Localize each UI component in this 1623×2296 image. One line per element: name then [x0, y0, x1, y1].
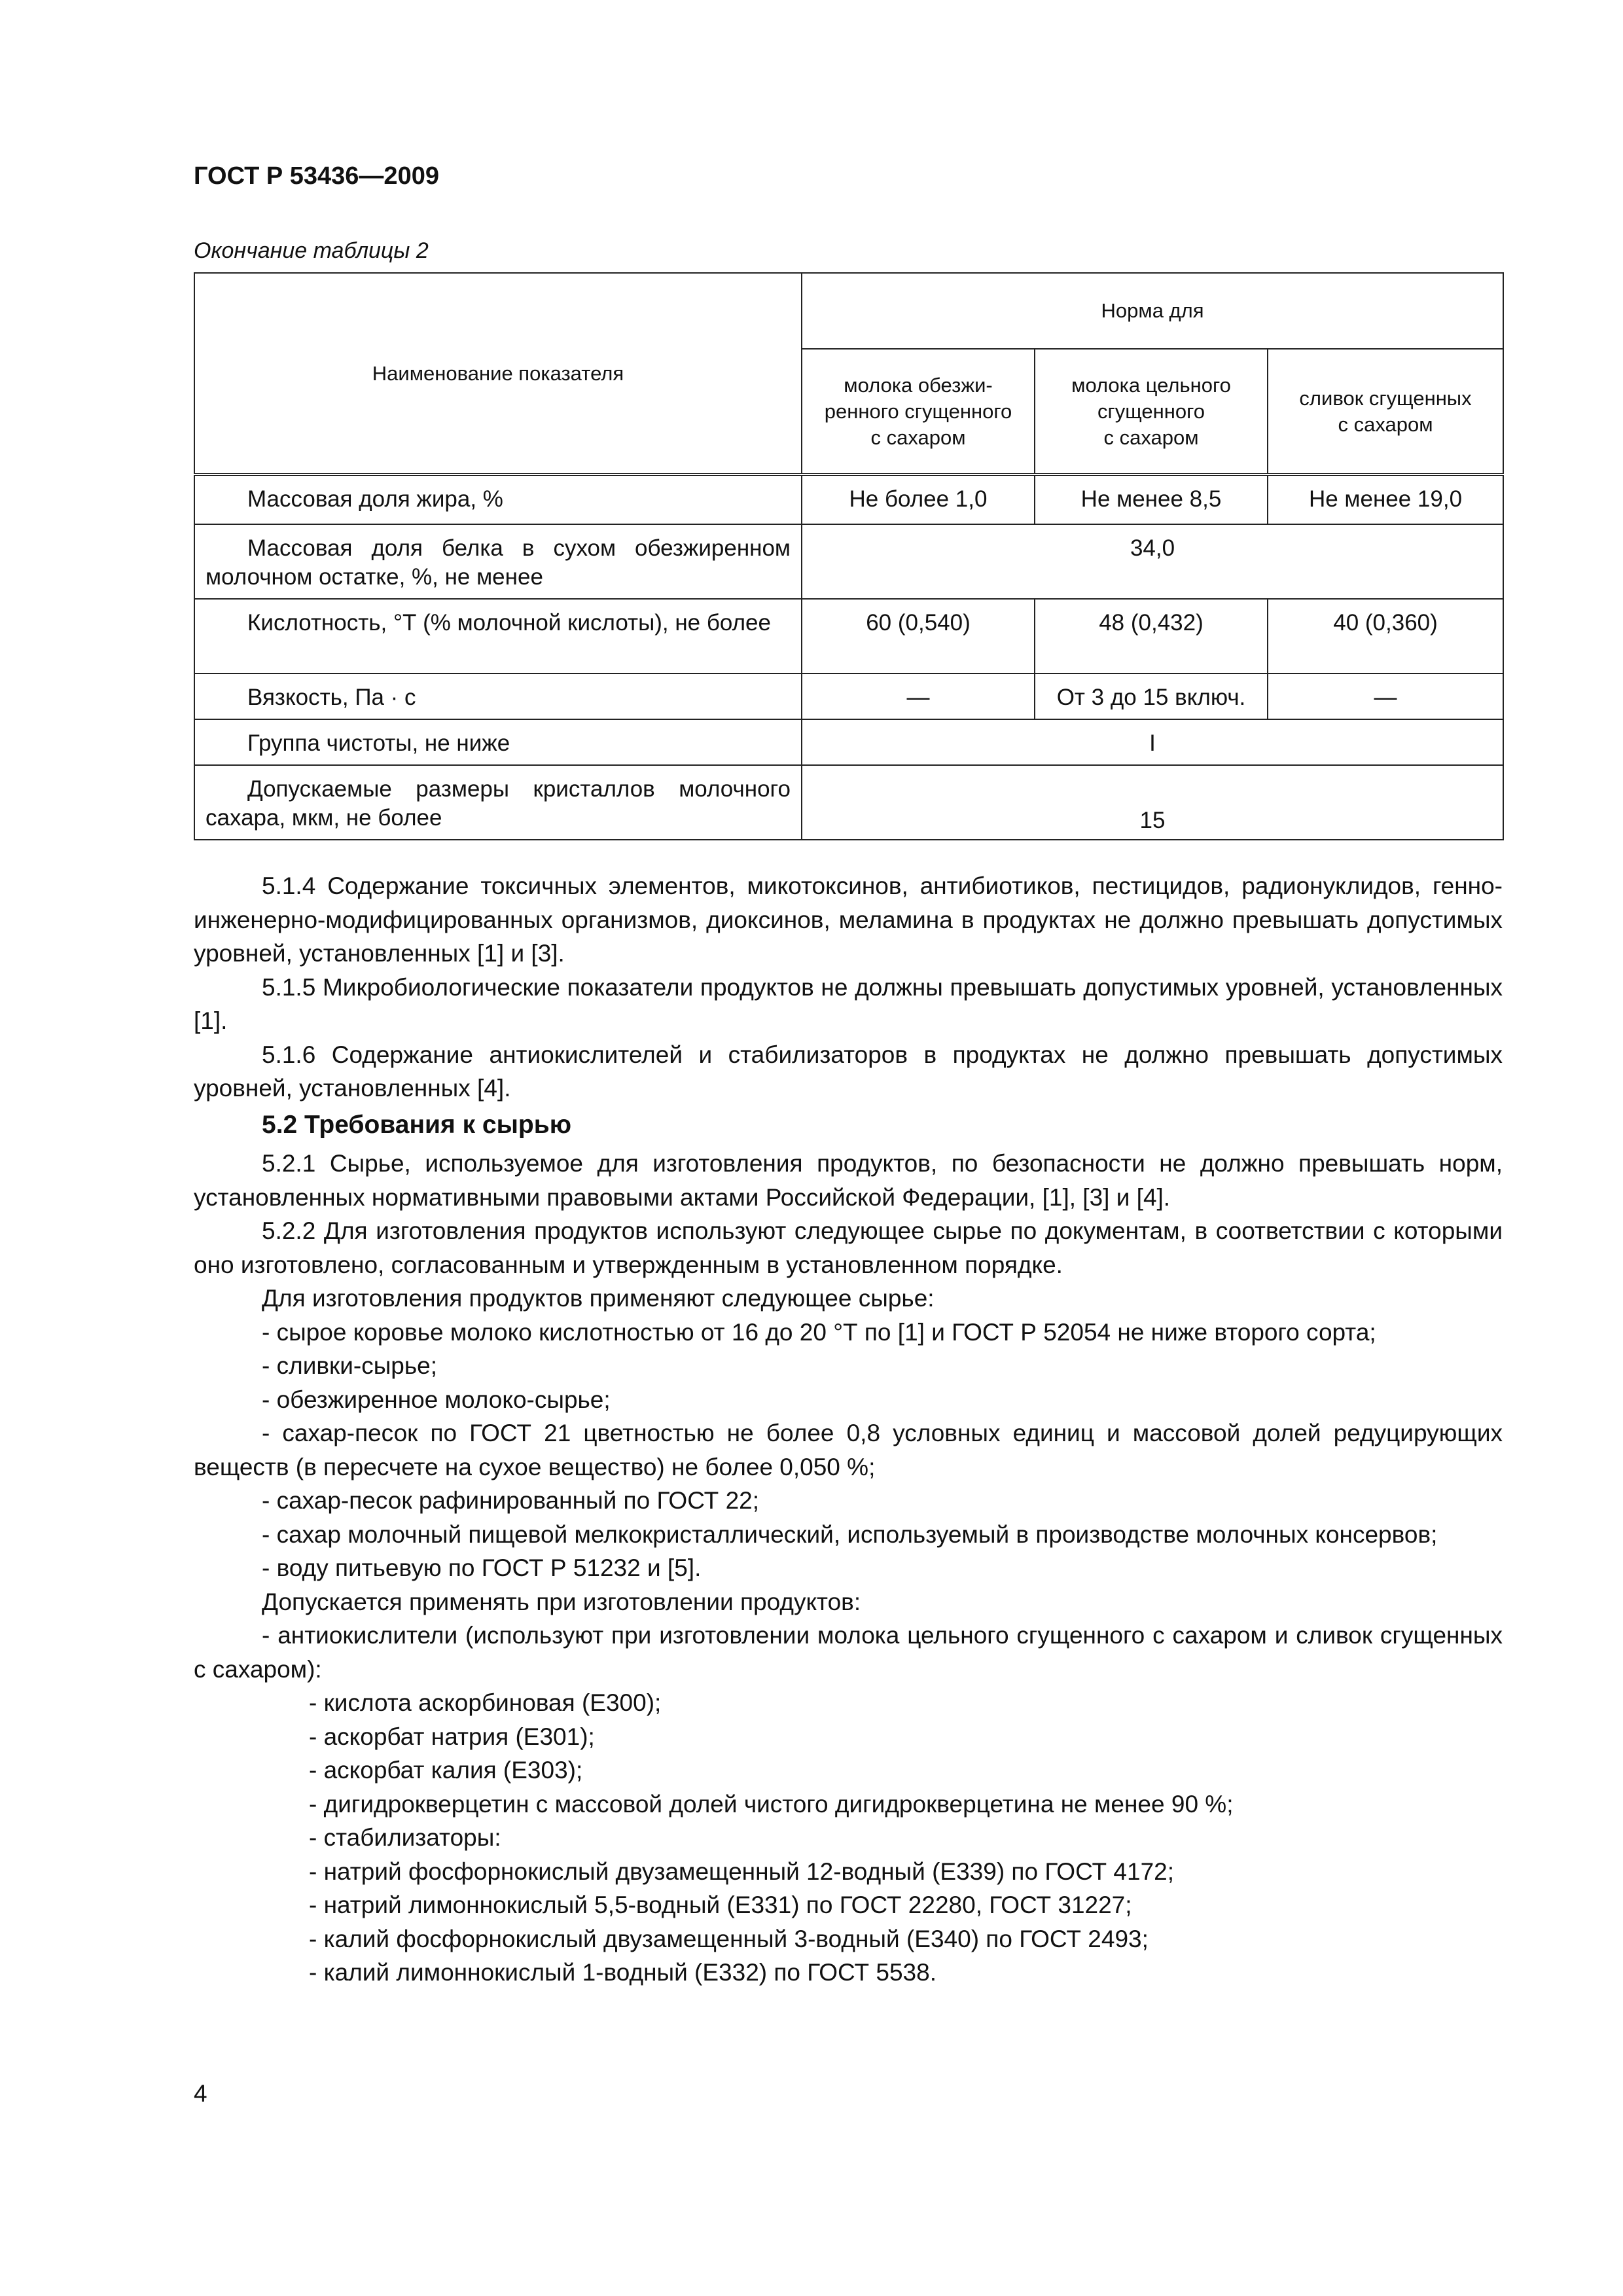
- paragraph: 5.2.1 Сырье, используемое для изготовления продуктов, по безопасности не должно превышать норм, установленных нормативными правовыми актами Российской Федерации, [1], [3] и [4].: [194, 1150, 1503, 1211]
- page-number: 4: [194, 2080, 207, 2107]
- paragraph: Для изготовления продуктов применяют следующее сырье:: [262, 1285, 935, 1312]
- list-item: - воду питьевую по ГОСТ Р 51232 и [5].: [262, 1554, 702, 1581]
- paragraph: 5.1.6 Содержание антиокислителей и стабилизаторов в продуктах не должно превышать допустимых уровней, установленных [4].: [194, 1041, 1503, 1102]
- list-item: - натрий фосфорнокислый двузамещенный 12-водный (Е339) по ГОСТ 4172;: [309, 1857, 1175, 1885]
- column-header-skim-milk: молока обезжи- ренного сгущенного с сахаром: [802, 349, 1035, 475]
- table-row: Массовая доля жира, % Не более 1,0 Не менее 8,5 Не менее 19,0: [194, 475, 1503, 524]
- document-header: ГОСТ Р 53436—2009: [194, 162, 439, 190]
- list-item: - сахар-песок по ГОСТ 21 цветностью не более 0,8 условных единиц и массовой долей редуцирующих веществ (в пересчете на сухое вещество) не более 0,050 %;: [194, 1420, 1503, 1480]
- paragraph: Допускается применять при изготовлении продуктов:: [262, 1588, 861, 1615]
- list-item: - сырое коровье молоко кислотностью от 16 до 20 °Т по [1] и ГОСТ Р 52054 не ниже второго сорта;: [262, 1318, 1376, 1346]
- column-header-cream: сливок сгущенных с сахаром: [1268, 349, 1503, 475]
- list-item: - сливки-сырье;: [262, 1352, 437, 1379]
- table-row: Вязкость, Па · с — От 3 до 15 включ. —: [194, 673, 1503, 719]
- list-item: - кислота аскорбиновая (Е300);: [309, 1689, 662, 1716]
- table-caption: Окончание таблицы 2: [194, 238, 429, 263]
- table-row: Массовая доля белка в сухом обезжиренном молочном остатке, %, не менее 34,0: [194, 524, 1503, 599]
- table-row: Кислотность, °Т (% молочной кислоты), не более 60 (0,540) 48 (0,432) 40 (0,360): [194, 599, 1503, 673]
- table-row: Допускаемые размеры кристаллов молочного сахара, мкм, не более 15: [194, 765, 1503, 840]
- list-item: - дигидрокверцетин с массовой долей чистого дигидрокверцетина не менее 90 %;: [309, 1790, 1234, 1818]
- column-header-norm: Норма для: [802, 273, 1503, 349]
- column-header-indicator: Наименование показателя: [194, 273, 802, 475]
- norms-table: [194, 272, 1504, 840]
- paragraph: 5.2.2 Для изготовления продуктов используют следующее сырье по документам, в соответствии с которыми оно изготовлено, согласованным и утвержденным в установленном порядке.: [194, 1217, 1503, 1278]
- paragraph: 5.1.5 Микробиологические показатели продуктов не должны превышать допустимых уровней, установленных [1].: [194, 973, 1503, 1034]
- list-item: - аскорбат натрия (Е301);: [309, 1723, 595, 1750]
- list-item: - обезжиренное молоко-сырье;: [262, 1386, 611, 1413]
- list-item: - сахар молочный пищевой мелкокристаллический, используемый в производстве молочных консервов;: [262, 1520, 1438, 1548]
- body-text: [194, 869, 1503, 1990]
- list-item: - сахар-песок рафинированный по ГОСТ 22;: [262, 1487, 759, 1514]
- paragraph: 5.1.4 Содержание токсичных элементов, микотоксинов, антибиотиков, пестицидов, радионуклидов, генно-инженерно-модифицированных организмов, диоксинов, меламина в продуктах не должно превышать допустимых уровней, установленных [1] и [3].: [194, 872, 1503, 967]
- list-item: - антиокислители (используют при изготовлении молока цельного сгущенного с сахаром и сливок сгущенных с сахаром):: [194, 1622, 1503, 1683]
- section-heading: 5.2 Требования к сырью: [262, 1110, 572, 1139]
- list-item: - аскорбат калия (Е303);: [309, 1757, 583, 1784]
- list-item: - стабилизаторы:: [309, 1824, 501, 1851]
- column-header-whole-milk: молока цельного сгущенного с сахаром: [1035, 349, 1268, 475]
- table-row: Группа чистоты, не ниже I: [194, 719, 1503, 765]
- list-item: - натрий лимоннокислый 5,5-водный (Е331) по ГОСТ 22280, ГОСТ 31227;: [309, 1892, 1132, 1918]
- list-item: - калий фосфорнокислый двузамещенный 3-водный (Е340) по ГОСТ 2493;: [309, 1925, 1149, 1952]
- list-item: - калий лимоннокислый 1-водный (Е332) по ГОСТ 5538.: [309, 1959, 936, 1986]
